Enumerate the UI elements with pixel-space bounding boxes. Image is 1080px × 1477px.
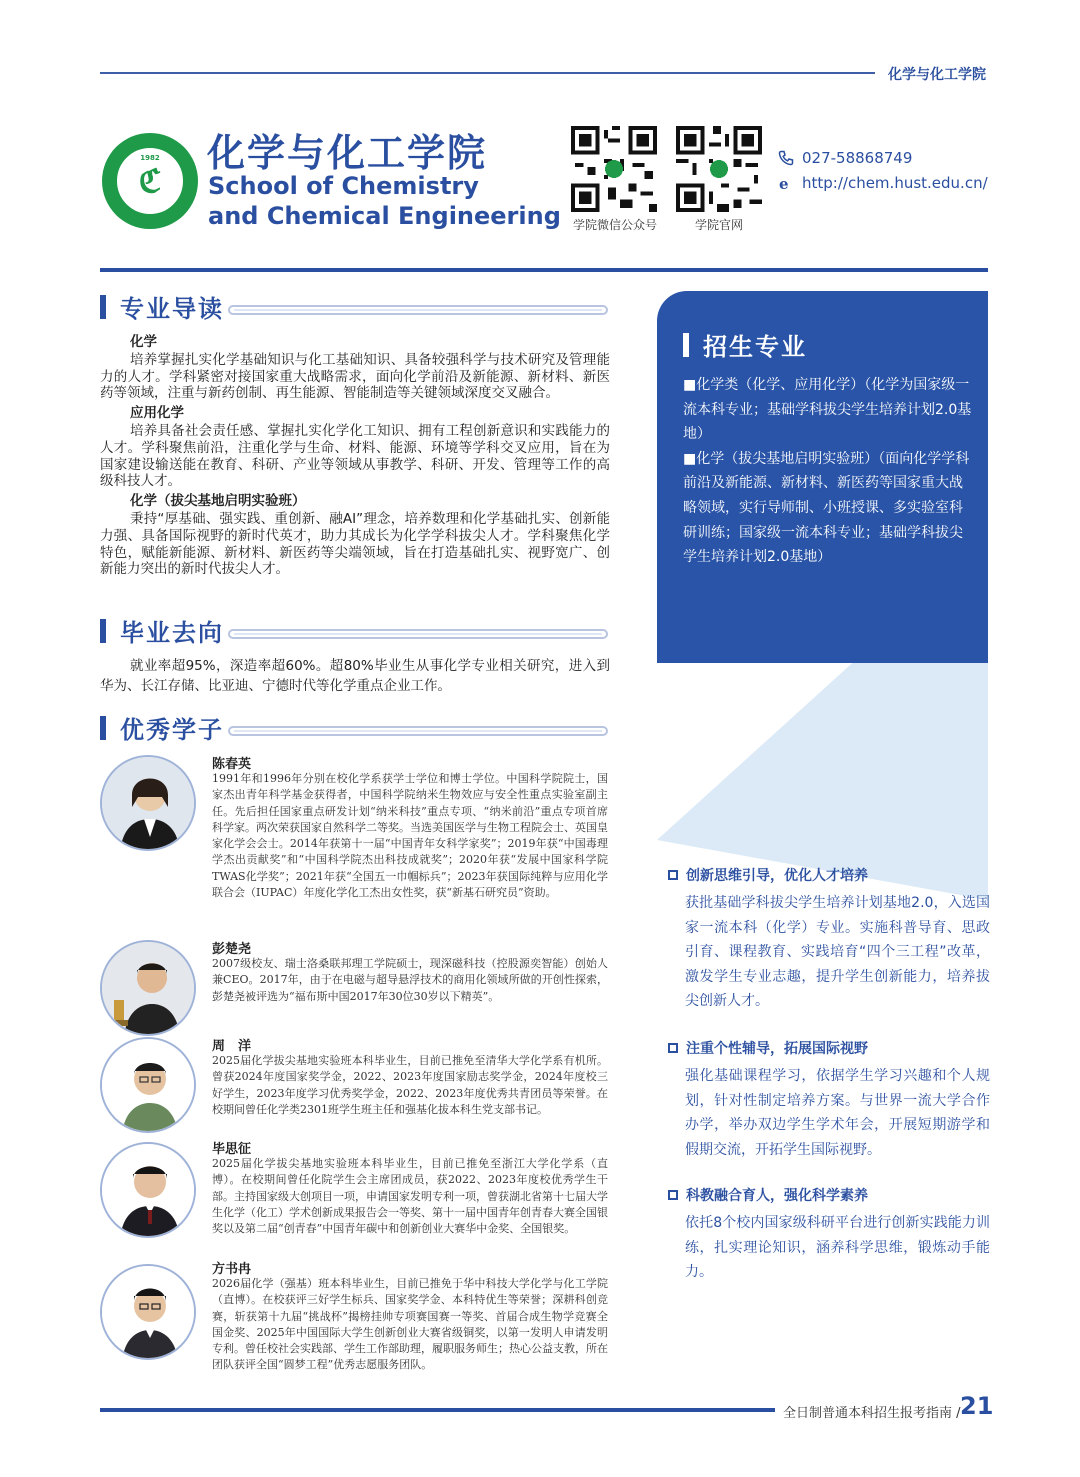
intro-subtitle: 化学（拔尖基地启明实验班） [130, 493, 306, 510]
section-intro-title: 专业导读 [120, 295, 224, 323]
qr-wechat-caption: 学院微信公众号 [572, 218, 657, 232]
avatar [100, 940, 196, 1036]
intro-subtitle: 化学 [130, 334, 157, 350]
section-career-title: 毕业去向 [120, 619, 224, 647]
section-bar [683, 333, 689, 357]
qr-wechat-icon[interactable] [571, 126, 657, 212]
avatar [100, 1264, 196, 1360]
feature-title: 注重个性辅导，拓展国际视野 [686, 1041, 868, 1057]
student-bio: 1991年和1996年分别在校化学系获学士学位和博士学位。中国科学院院士，国家杰出青年科学基金获得者，中国科学院纳米生物效应与安全性重点实验室副主任。先后担任国家重点研发计划“纳米科技”重点专项、“纳米前沿”重点专项首席科学家。两次荣获国家自然科学二等奖。当选美国医学与生物工程院会士、英国皇家化学会会士。2014年获第十一届“中国青年女科学家奖”；2019年获“中国毒理学杰出贡献奖”和“中国科学院杰出科技成就奖”；2020年获“发展中国家科学院TWAS化学奖”；2021年获“全国五一巾帼标兵”；2023年获国际纯粹与应用化学联合会（IUPAC）年度化学化工杰出女性奖，获“新基石研究员”资助。 [212, 772, 608, 900]
student-bio: 2026届化学（强基）班本科毕业生，目前已推免于华中科技大学化学与化工学院（直博）。在校获评三好学生标兵、国家奖学金、本科特优生等荣誉；深耕科创竞赛，斩获第十九届“挑战杯”揭榜挂帅专项赛国赛一等奖、首届合成生物学竞赛全国金奖、2025年中国国际大学生创新创业大赛省级铜奖，以第一发明人申请发明专利。曾任校社会实践部、学生工作部助理，履职服务师生；热心公益支教，所在团队获评全国“圆梦工程”优秀志愿服务团队。 [212, 1277, 608, 1372]
section-students-title: 优秀学子 [120, 716, 224, 744]
avatar [100, 755, 196, 851]
logo-mark-icon: ℭ [138, 162, 162, 200]
page-number: 21 [960, 1392, 994, 1420]
intro-block-elite [100, 493, 610, 578]
contact-website[interactable] [778, 174, 988, 192]
majors-title: 招生专业 [703, 333, 807, 361]
contact-phone [778, 149, 912, 167]
student-name: 彭楚尧 [212, 942, 252, 957]
section-intro-rule [228, 305, 608, 315]
logo-year: 1982 [140, 154, 160, 162]
student-bio: 2025届化学拔尖基地实验班本科毕业生，目前已推免至浙江大学化学系（直博）。在校期间曾任化院学生会主席团成员，获2022、2023年度校优秀学生干部。主持国家级大创项目一项，申请国家发明专利一项，曾获湖北省第十七届大学生化学（化工）学术创新成果报告会一等奖、第十一届中国青年创青春大赛全国银奖以及第二届“创青春”中国青年碳中和创新创业大赛华中金奖、全国银奖。 [212, 1157, 608, 1236]
intro-body: 培养掌握扎实化学基础知识与化工基础知识、具备较强科学与技术研究及管理能力的人才。学科紧密对接国家重大战略需求，面向化学前沿及新能源、新材料、新医药等领域，注重与新药创制、再生能源、智能制造等关键领域深度交叉融合。 [100, 351, 610, 402]
majors-panel [657, 291, 988, 663]
intro-body: 培养具备社会责任感、掌握扎实化学化工知识、拥有工程创新意识和实践能力的人才。学科聚焦前沿，注重化学与生命、材料、能源、环境等学科交叉应用，旨在为国家建设输送能在教育、科研、产业等领域从事教学、科研、开发、管理等工作的高级科技人才。 [100, 422, 610, 490]
majors-heading [683, 327, 807, 362]
majors-body: ■化学类（化学、应用化学）（化学为国家级一流本科专业；基础学科拔尖学生培养计划2.0基地） ■化学（拔尖基地启明实验班）（面向化学学科前沿及新能源、新材料、新医药等国家重大战略领域，实行导师制、小班授课、多实验室科研训练；国家级一流本科专业；基础学科拔尖学生培养计划2.0基地） [683, 377, 972, 566]
qr-website-icon[interactable] [676, 126, 762, 212]
square-bullet-icon [668, 1190, 678, 1200]
section-students-rule [228, 726, 608, 736]
phone-number: 027-58868749 [802, 149, 913, 167]
footer-guide-text: 全日制普通本科招生报考指南 / [783, 1406, 961, 1421]
student-name: 陈春英 [212, 757, 252, 772]
feature-heading [668, 865, 990, 885]
intro-text [100, 334, 610, 581]
footer-rule [100, 1408, 775, 1412]
feature-heading [668, 1038, 990, 1058]
section-bar [100, 619, 106, 643]
qr-website-caption: 学院官网 [694, 218, 743, 232]
intro-block-chemistry [100, 334, 610, 402]
college-title-en [208, 171, 568, 231]
feature-1 [668, 865, 990, 1014]
intro-body: 秉持“厚基础、强实践、重创新、融AI”理念，培养数理和化学基础扎实、创新能力强、具备国际视野的新时代英才，助力其成长为化学学科拔尖人才。学科聚焦化学特色，赋能新能源、新材料、新医药等尖端领域，旨在打造基础扎实、视野宽广、创新能力突出的新时代拔尖人才。 [100, 510, 610, 578]
intro-subtitle: 应用化学 [130, 405, 184, 422]
feature-2 [668, 1038, 990, 1162]
phone-icon [778, 150, 794, 166]
college-title-cn: 化学与化工学院 [207, 131, 488, 175]
feature-body: 获批基础学科拔尖学生培养计划基地2.0，入选国家一流本科（化学）专业。实施科普导育、思政引育、课程教育、实践培育“四个三工程”改革，激发学生专业志趣，提升学生创新能力，培养拔尖创新人才。 [685, 895, 990, 1010]
student-name: 周 洋 [212, 1039, 252, 1054]
college-title-en-line2: and Chemical Engineering [208, 202, 561, 230]
feature-body: 强化基础课程学习，依据学生学习兴趣和个人规划，针对性制定培养方案。与世界一流大学合作办学，举办双边学生学术年会，开展短期游学和假期交流，开拓学生国际视野。 [685, 1068, 990, 1158]
student-name: 方书冉 [212, 1262, 252, 1277]
college-logo [102, 133, 198, 229]
student-name: 毕思征 [212, 1142, 252, 1157]
feature-title: 科教融合育人，强化科学素养 [686, 1188, 868, 1204]
feature-heading [668, 1185, 990, 1205]
square-bullet-icon [668, 870, 678, 880]
header-rule [100, 268, 988, 272]
avatar [100, 1037, 196, 1133]
website-link[interactable]: http://chem.hust.edu.cn/ [802, 174, 988, 192]
college-title-en-line1: School of Chemistry [208, 172, 479, 200]
section-career-heading [100, 613, 224, 648]
section-career-rule [228, 629, 608, 639]
intro-block-applied [100, 405, 610, 490]
svg-text:e: e [779, 175, 789, 191]
avatar [100, 1142, 196, 1238]
section-tag: 化学与化工学院 [888, 67, 986, 83]
square-bullet-icon [668, 1043, 678, 1053]
section-intro-heading [100, 289, 224, 324]
top-rule [100, 72, 875, 74]
student-bio: 2025届化学拔尖基地实验班本科毕业生，目前已推免至清华大学化学系有机所。曾获2024年度国家奖学金，2022、2023年度国家励志奖学金，2024年度校三好学生，2023年度学习优秀奖学金，2022、2023年度优秀共青团员等荣誉。在校期间曾任化学类2301班学生班主任和强基化拔本科生党支部书记。 [212, 1054, 608, 1116]
section-students-heading [100, 710, 224, 745]
section-bar [100, 716, 106, 740]
feature-body: 依托8个校内国家级科研平台进行创新实践能力训练，扎实理论知识，涵养科学思维，锻炼动手能力。 [685, 1215, 990, 1281]
feature-title: 创新思维引导，优化人才培养 [686, 868, 868, 884]
student-bio: 2007级校友、瑞士洛桑联邦理工学院硕士，现深磁科技（控股源奕智能）创始人兼CEO。2017年，由于在电磁与超导悬浮技术的商用化领域所做的开创性探索，彭楚尧被评选为“福布斯中国2017年30位30岁以下精英”。 [212, 957, 608, 1003]
section-bar [100, 295, 106, 319]
browser-icon [778, 175, 794, 191]
career-body: 就业率超95%，深造率超60%。超80%毕业生从事化学专业相关研究，进入到华为、长江存储、比亚迪、宁德时代等化学重点企业工作。 [100, 658, 610, 694]
career-text [100, 656, 610, 699]
feature-3 [668, 1185, 990, 1285]
